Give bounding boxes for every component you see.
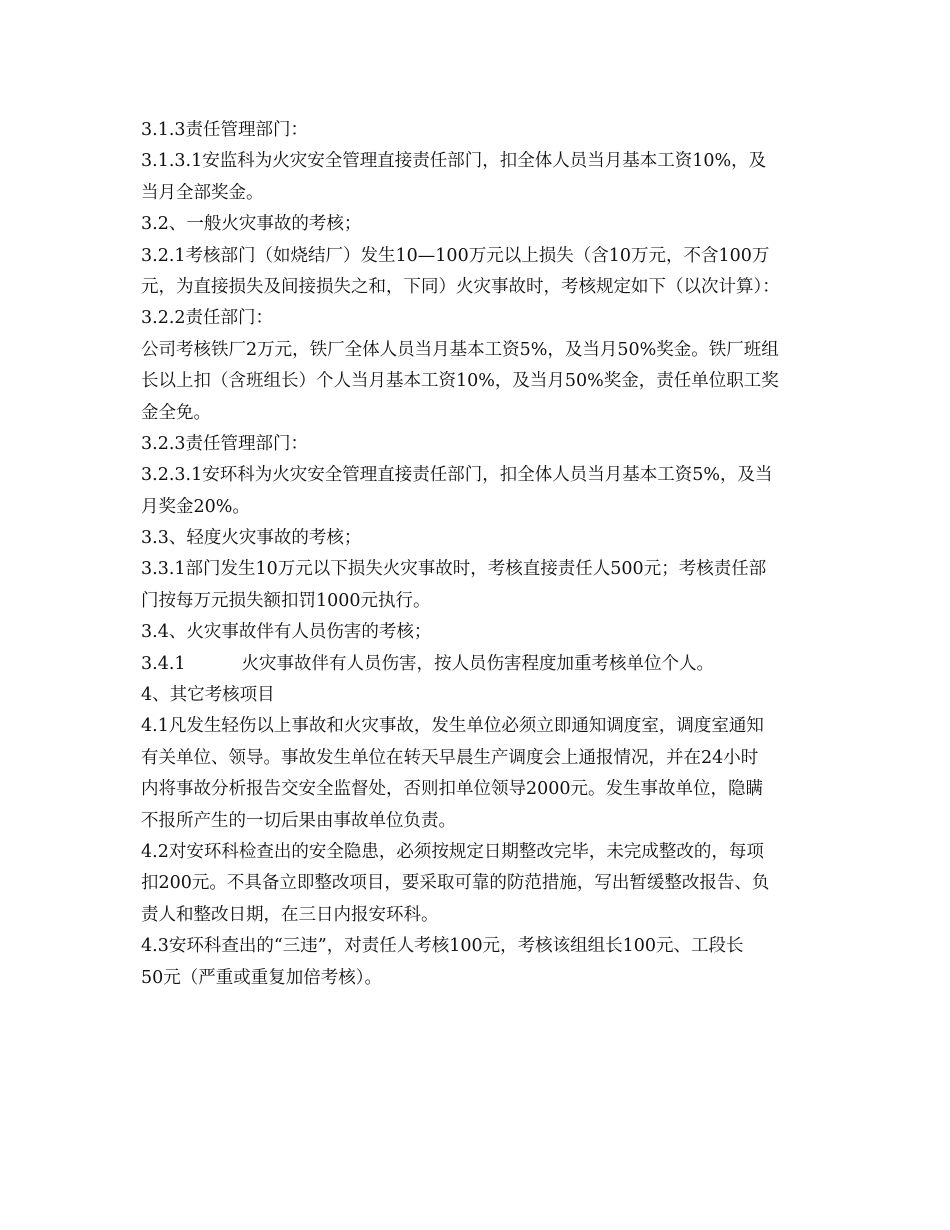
paragraph-line: 3.3.1部门发生10万元以下损失火灾事故时，考核直接责任人500元；考核责任部: [141, 559, 767, 580]
paragraph-line: 3.2.3.1安环科为火灾安全管理直接责任部门，扣全体人员当月基本工资5%，及当: [141, 465, 773, 486]
paragraph-line: 3.2.2责任部门：: [141, 308, 274, 329]
paragraph-line: 3.1.3.1安监科为火灾安全管理直接责任部门，扣全体人员当月基本工资10%，及: [141, 151, 767, 172]
paragraph-line: 50元（严重或重复加倍考核）。: [141, 967, 383, 988]
item-3-4-1: [141, 649, 821, 680]
paragraph-line: 内将事故分析报告交安全监督处，否则扣单位领导2000元。发生事故单位，隐瞒: [141, 779, 764, 800]
paragraph-line: 责人和整改日期，在三日内报安环科。: [141, 904, 439, 925]
section-heading: 3.2、一般火灾事故的考核；: [141, 214, 362, 235]
paragraph-line: 门按每万元损失额扣罚1000元执行。: [141, 590, 431, 611]
paragraph-line: 4.2对安环科检查出的安全隐患，必须按规定日期整改完毕，未完成整改的，每项: [141, 841, 764, 862]
section-heading: 4、其它考核项目: [141, 685, 275, 706]
paragraph-line: 有关单位、领导。事故发生单位在转天早晨生产调度会上通报情况，并在24小时: [141, 747, 759, 768]
item-text: 火灾事故伴有人员伤害，按人员伤害程度加重考核单位个人。: [241, 653, 715, 674]
paragraph-line: 元，为直接损失及间接损失之和，下同）火灾事故时，考核规定如下（以次计算）：: [141, 276, 780, 297]
paragraph-line: 4.3安环科查出的“三违”，对责任人考核100元，考核该组组长100元、工段长: [141, 936, 744, 957]
paragraph-line: 不报所产生的一切后果由事故单位负责。: [141, 810, 456, 831]
paragraph-line: 公司考核铁厂2万元，铁厂全体人员当月基本工资5%，及当月50%奖金。铁厂班组: [141, 339, 779, 360]
paragraph-line: 金全免。: [141, 402, 211, 423]
paragraph-line: 长以上扣（含班组长）个人当月基本工资10%，及当月50%奖金，责任单位职工奖: [141, 371, 779, 392]
document-body: [141, 115, 821, 994]
paragraph-line: 3.2.3责任管理部门：: [141, 433, 309, 454]
section-heading: 3.4、火灾事故伴有人员伤害的考核；: [141, 622, 432, 643]
item-number: 3.4.1: [141, 653, 186, 674]
section-heading: 3.3、轻度火灾事故的考核；: [141, 528, 362, 549]
paragraph-line: 当月全部奖金。: [141, 182, 264, 203]
paragraph-line: 月奖金20%。: [141, 496, 250, 517]
paragraph-line: 3.1.3责任管理部门：: [141, 120, 309, 140]
paragraph-line: 4.1凡发生轻伤以上事故和火灾事故，发生单位必须立即通知调度室，调度室通知: [141, 716, 764, 737]
paragraph-line: 扣200元。不具备立即整改项目，要采取可靠的防范措施，写出暂缓整改报告、负: [141, 873, 770, 894]
paragraph-line: 3.2.1考核部门（如烧结厂）发生10—100万元以上损失（含10万元，不含100万: [141, 245, 770, 266]
